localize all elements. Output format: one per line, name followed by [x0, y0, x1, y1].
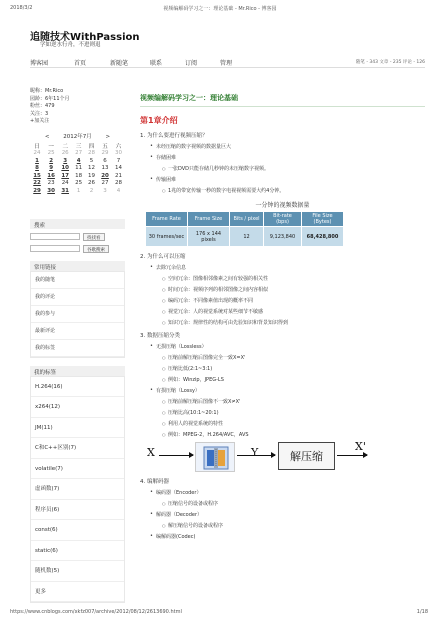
- calendar-day: 3: [103, 187, 107, 194]
- table-header-cell: Bit-rate (bps): [264, 212, 302, 227]
- link-my-comments[interactable]: 我的评论: [31, 289, 124, 306]
- link-my-participation[interactable]: 我的参与: [31, 306, 124, 323]
- calendar-day: 24: [61, 180, 69, 187]
- print-page-title: 视频编解码学习之一：理论基础 - Mr.Rico - 博客园: [163, 6, 277, 12]
- calendar-day: 24: [33, 150, 41, 157]
- bullet-item: • 传输困难: [150, 176, 425, 183]
- calendar-day: 25: [75, 180, 83, 187]
- profile-fans: 粉丝：479: [30, 103, 55, 109]
- link-latest-comments[interactable]: 最新评论: [31, 323, 124, 340]
- data-volume-table: [145, 211, 344, 247]
- sub-bullet-item: ○ 压缩信号的设备或程序: [162, 500, 425, 507]
- tag-item[interactable]: C和C++区别(7): [31, 438, 124, 459]
- calendar-day: 29: [101, 150, 109, 157]
- calendar-grid: [30, 142, 125, 195]
- link-my-tags[interactable]: 我的标签: [31, 340, 124, 357]
- calendar-day: 27: [101, 180, 109, 187]
- profile-age: 园龄：6年11个月: [30, 95, 70, 102]
- table-header-cell: File Size (Bytes): [302, 212, 344, 227]
- decompressor-box: 解压缩: [278, 442, 335, 470]
- nav-contact[interactable]: 联系: [150, 60, 163, 67]
- top-nav: [30, 56, 425, 68]
- google-search-button[interactable]: 谷歌搜索: [83, 245, 109, 253]
- print-page-number: 1/18: [416, 609, 428, 615]
- profile-nickname: 昵称：Mr.Rico: [30, 88, 64, 94]
- calendar-day: 26: [88, 180, 96, 187]
- print-date: 2018/3/2: [10, 5, 33, 11]
- sub-bullet-item: ○ 视觉冗余：人的视觉系统对某些细节不敏感: [162, 308, 425, 315]
- sub-bullet-item: ○ 压缩比低(2:1~3:1): [162, 365, 425, 372]
- calendar-day-link[interactable]: 1: [35, 157, 39, 164]
- calendar-day: 6: [103, 157, 107, 164]
- calendar-day-link[interactable]: 10: [61, 165, 70, 172]
- follow-link[interactable]: +加关注: [30, 118, 50, 124]
- calendar-next[interactable]: >: [105, 133, 111, 140]
- weekday: 五: [102, 143, 108, 150]
- chapter-title: 第1章介绍: [140, 116, 178, 125]
- calendar-day: 2: [89, 187, 94, 194]
- link-my-posts[interactable]: 我的随笔: [31, 272, 124, 289]
- post-title[interactable]: 视频编解码学习之一：理论基础: [140, 93, 425, 107]
- calendar-day-link[interactable]: 8: [35, 165, 39, 172]
- calendar-weekdays: [30, 142, 125, 150]
- tag-item[interactable]: volatile(7): [31, 459, 124, 480]
- bullet-item: • 编码器（Encoder）: [150, 489, 425, 496]
- sub-bullet-item: ○ 一张DVD只能存储几秒钟的未压缩数字视频。: [162, 165, 425, 172]
- bullet-item: • 有损压缩（Lossy）: [150, 387, 425, 394]
- calendar-day: 26: [61, 150, 69, 157]
- calendar-day: 18: [75, 172, 83, 179]
- calendar-day: 7: [116, 157, 121, 164]
- calendar-header: [30, 132, 125, 140]
- blog-title[interactable]: 追随技术WithPassion: [30, 32, 140, 43]
- bullet-item: • 存储困难: [150, 154, 425, 161]
- tag-item[interactable]: static(6): [31, 541, 124, 562]
- print-url: https://www.cnblogs.com/xkfz007/archive/2012/08/12/2613690.html: [10, 609, 182, 615]
- sub-bullet-item: ○ 压缩前解压缩后图像不一致X≠X': [162, 398, 425, 405]
- tags-section-title: 我的标签: [30, 366, 125, 376]
- bullet-item: • 去除冗余信息: [150, 264, 425, 271]
- tag-item[interactable]: 程序员(6): [31, 500, 124, 521]
- sub-bullet-item: ○ 时间冗余：视频序列的相邻图像之间内容相似: [162, 286, 425, 293]
- tag-item[interactable]: H.264(16): [31, 377, 124, 398]
- bullet-item: • 未经压缩的数字视频的数据量巨大: [150, 143, 425, 150]
- table-header-cell: Frame Size: [188, 212, 230, 227]
- nav-home[interactable]: 首页: [74, 60, 87, 67]
- table-cell-highlight: 68,428,800: [302, 227, 344, 247]
- weekday: 六: [115, 143, 122, 150]
- calendar-day: 25: [47, 150, 55, 157]
- sub-bullet-item: ○ 解压缩信号的设备或程序: [162, 522, 425, 529]
- section-heading: 2. 为什么可以压缩: [140, 254, 186, 260]
- calendar-day-link[interactable]: 31: [61, 187, 70, 194]
- sub-bullet-item: ○ 例如：Winzip，JPEG-LS: [162, 376, 425, 383]
- table-cell: 176 x 144 pixels: [188, 227, 230, 247]
- post-content: [140, 88, 425, 540]
- tags-list: [30, 376, 125, 604]
- calendar-day: 5: [89, 157, 94, 164]
- calendar-day: 14: [115, 165, 123, 172]
- find-button[interactable]: 找找看: [83, 233, 105, 241]
- bullet-item: • 无损压缩（Lossless）: [150, 343, 425, 350]
- table-header-cell: Frame Rate: [146, 212, 188, 227]
- print-footer: [0, 606, 440, 620]
- calendar-day: 13: [101, 165, 109, 172]
- google-search-row: [30, 245, 125, 253]
- tag-item[interactable]: 随机数(5): [31, 561, 124, 582]
- weekday: 四: [88, 143, 95, 150]
- search-section-title: 搜索: [30, 219, 125, 229]
- sub-bullet-item: ○ 压缩比高(10:1~20:1): [162, 409, 425, 416]
- sub-bullet-item: ○ 压缩前解压缩后图像完全一致X=X': [162, 354, 425, 361]
- calendar-day-link[interactable]: 16: [47, 172, 55, 179]
- calendar-day-link[interactable]: 4: [76, 157, 81, 164]
- diagram-xprime-label: X': [355, 440, 366, 453]
- weekday: 日: [34, 143, 40, 150]
- search-row: [30, 233, 125, 241]
- section-heading: 1. 为什么要进行视频压缩？: [140, 133, 208, 139]
- nav-cnblogs[interactable]: 博客园: [30, 60, 49, 67]
- calendar-day: 1: [76, 187, 81, 194]
- calendar-month: 2012年7月: [63, 133, 92, 140]
- search-input[interactable]: [30, 233, 80, 240]
- table-row: [146, 227, 344, 247]
- calendar-day: 12: [88, 165, 96, 172]
- calendar-day-link[interactable]: 17: [61, 172, 70, 179]
- google-search-input[interactable]: [30, 245, 80, 252]
- tag-item[interactable]: x264(12): [31, 397, 124, 418]
- nav-manage[interactable]: 管理: [220, 60, 233, 67]
- calendar-day-link[interactable]: 29: [33, 187, 41, 194]
- table-header-row: [146, 212, 344, 227]
- table-cell: 30 frames/sec: [146, 227, 188, 247]
- sidebar: [30, 88, 125, 603]
- tag-item[interactable]: const(6): [31, 520, 124, 541]
- table-cell: 12: [230, 227, 264, 247]
- profile-block: [30, 88, 125, 126]
- calendar-day: 30: [115, 150, 123, 157]
- sub-bullet-item: ○ 利用人的视觉系统的特性: [162, 420, 425, 427]
- calendar-day: 23: [47, 180, 55, 187]
- calendar-day-link[interactable]: 20: [101, 172, 109, 179]
- blog-stats: 随笔 - 343 文章 - 235 评论 - 126: [355, 60, 425, 65]
- bullet-item: • 编解码器(Codec): [150, 533, 425, 540]
- calendar-day: 21: [115, 172, 123, 179]
- bullet-item: • 解码器（Decoder）: [150, 511, 425, 518]
- diagram-y-label: Y: [251, 446, 259, 459]
- calendar-day: 28: [88, 150, 96, 157]
- nav-subscribe[interactable]: 订阅: [185, 60, 198, 67]
- calendar-day-link[interactable]: 15: [33, 172, 41, 179]
- calendar-day: 27: [75, 150, 83, 157]
- calendar-day-link[interactable]: 2: [49, 157, 54, 164]
- sub-bullet-item: ○ 编码冗余：不同像素值出现的概率不同: [162, 297, 425, 304]
- calendar-day-link[interactable]: 3: [63, 157, 68, 164]
- weekday: 三: [75, 143, 82, 150]
- weekday: 二: [62, 143, 68, 150]
- table-header-cell: Bits / pixel: [230, 212, 264, 227]
- tags-more-link[interactable]: 更多: [31, 582, 124, 603]
- calendar-day: 28: [115, 180, 123, 187]
- tag-item[interactable]: 虚函数(7): [31, 479, 124, 500]
- sub-bullet-item: ○ 知识冗余：规律性的结构可由先验知识和背景知识得到: [162, 319, 425, 326]
- calendar-day-link[interactable]: 30: [47, 187, 55, 194]
- sub-bullet-item: ○ 1兆的带宽传输一秒的数字电视视频需要大约4分钟。: [162, 187, 425, 194]
- weekday: 一: [48, 143, 54, 150]
- compressor-icon: [195, 442, 235, 472]
- calendar-day: 19: [88, 172, 96, 179]
- blog-subtitle: 学如逆水行舟，不进则退: [40, 42, 101, 48]
- calendar-day-link[interactable]: 22: [33, 180, 41, 187]
- sub-bullet-item: ○ 空间冗余：图像相邻像素之间有较强的相关性: [162, 275, 425, 282]
- compression-diagram: [145, 442, 370, 472]
- table-cell: 9,123,840: [264, 227, 302, 247]
- sub-bullet-item: ○ 例如：MPEG-2，H.264/AVC，AVS: [162, 431, 425, 438]
- links-list: [30, 271, 125, 358]
- calendar-day: 11: [75, 165, 83, 172]
- tag-item[interactable]: JM(11): [31, 418, 124, 439]
- calendar: [30, 132, 125, 195]
- arrow-icon: [159, 455, 193, 456]
- section-heading: 4. 编解码器: [140, 479, 169, 485]
- nav-new-post[interactable]: 新随笔: [110, 60, 129, 67]
- links-section-title: 常用链接: [30, 261, 125, 271]
- figure-caption: 一分钟的视频数据量: [255, 202, 310, 209]
- calendar-day-link[interactable]: 9: [49, 165, 54, 172]
- print-header: [0, 0, 440, 16]
- calendar-prev[interactable]: <: [44, 133, 50, 140]
- calendar-day: 4: [116, 187, 121, 194]
- diagram-x-label: X: [147, 446, 155, 459]
- profile-follows: 关注：3: [30, 110, 49, 117]
- section-heading: 3. 数据压缩分类: [140, 333, 180, 339]
- arrow-icon: [337, 455, 367, 456]
